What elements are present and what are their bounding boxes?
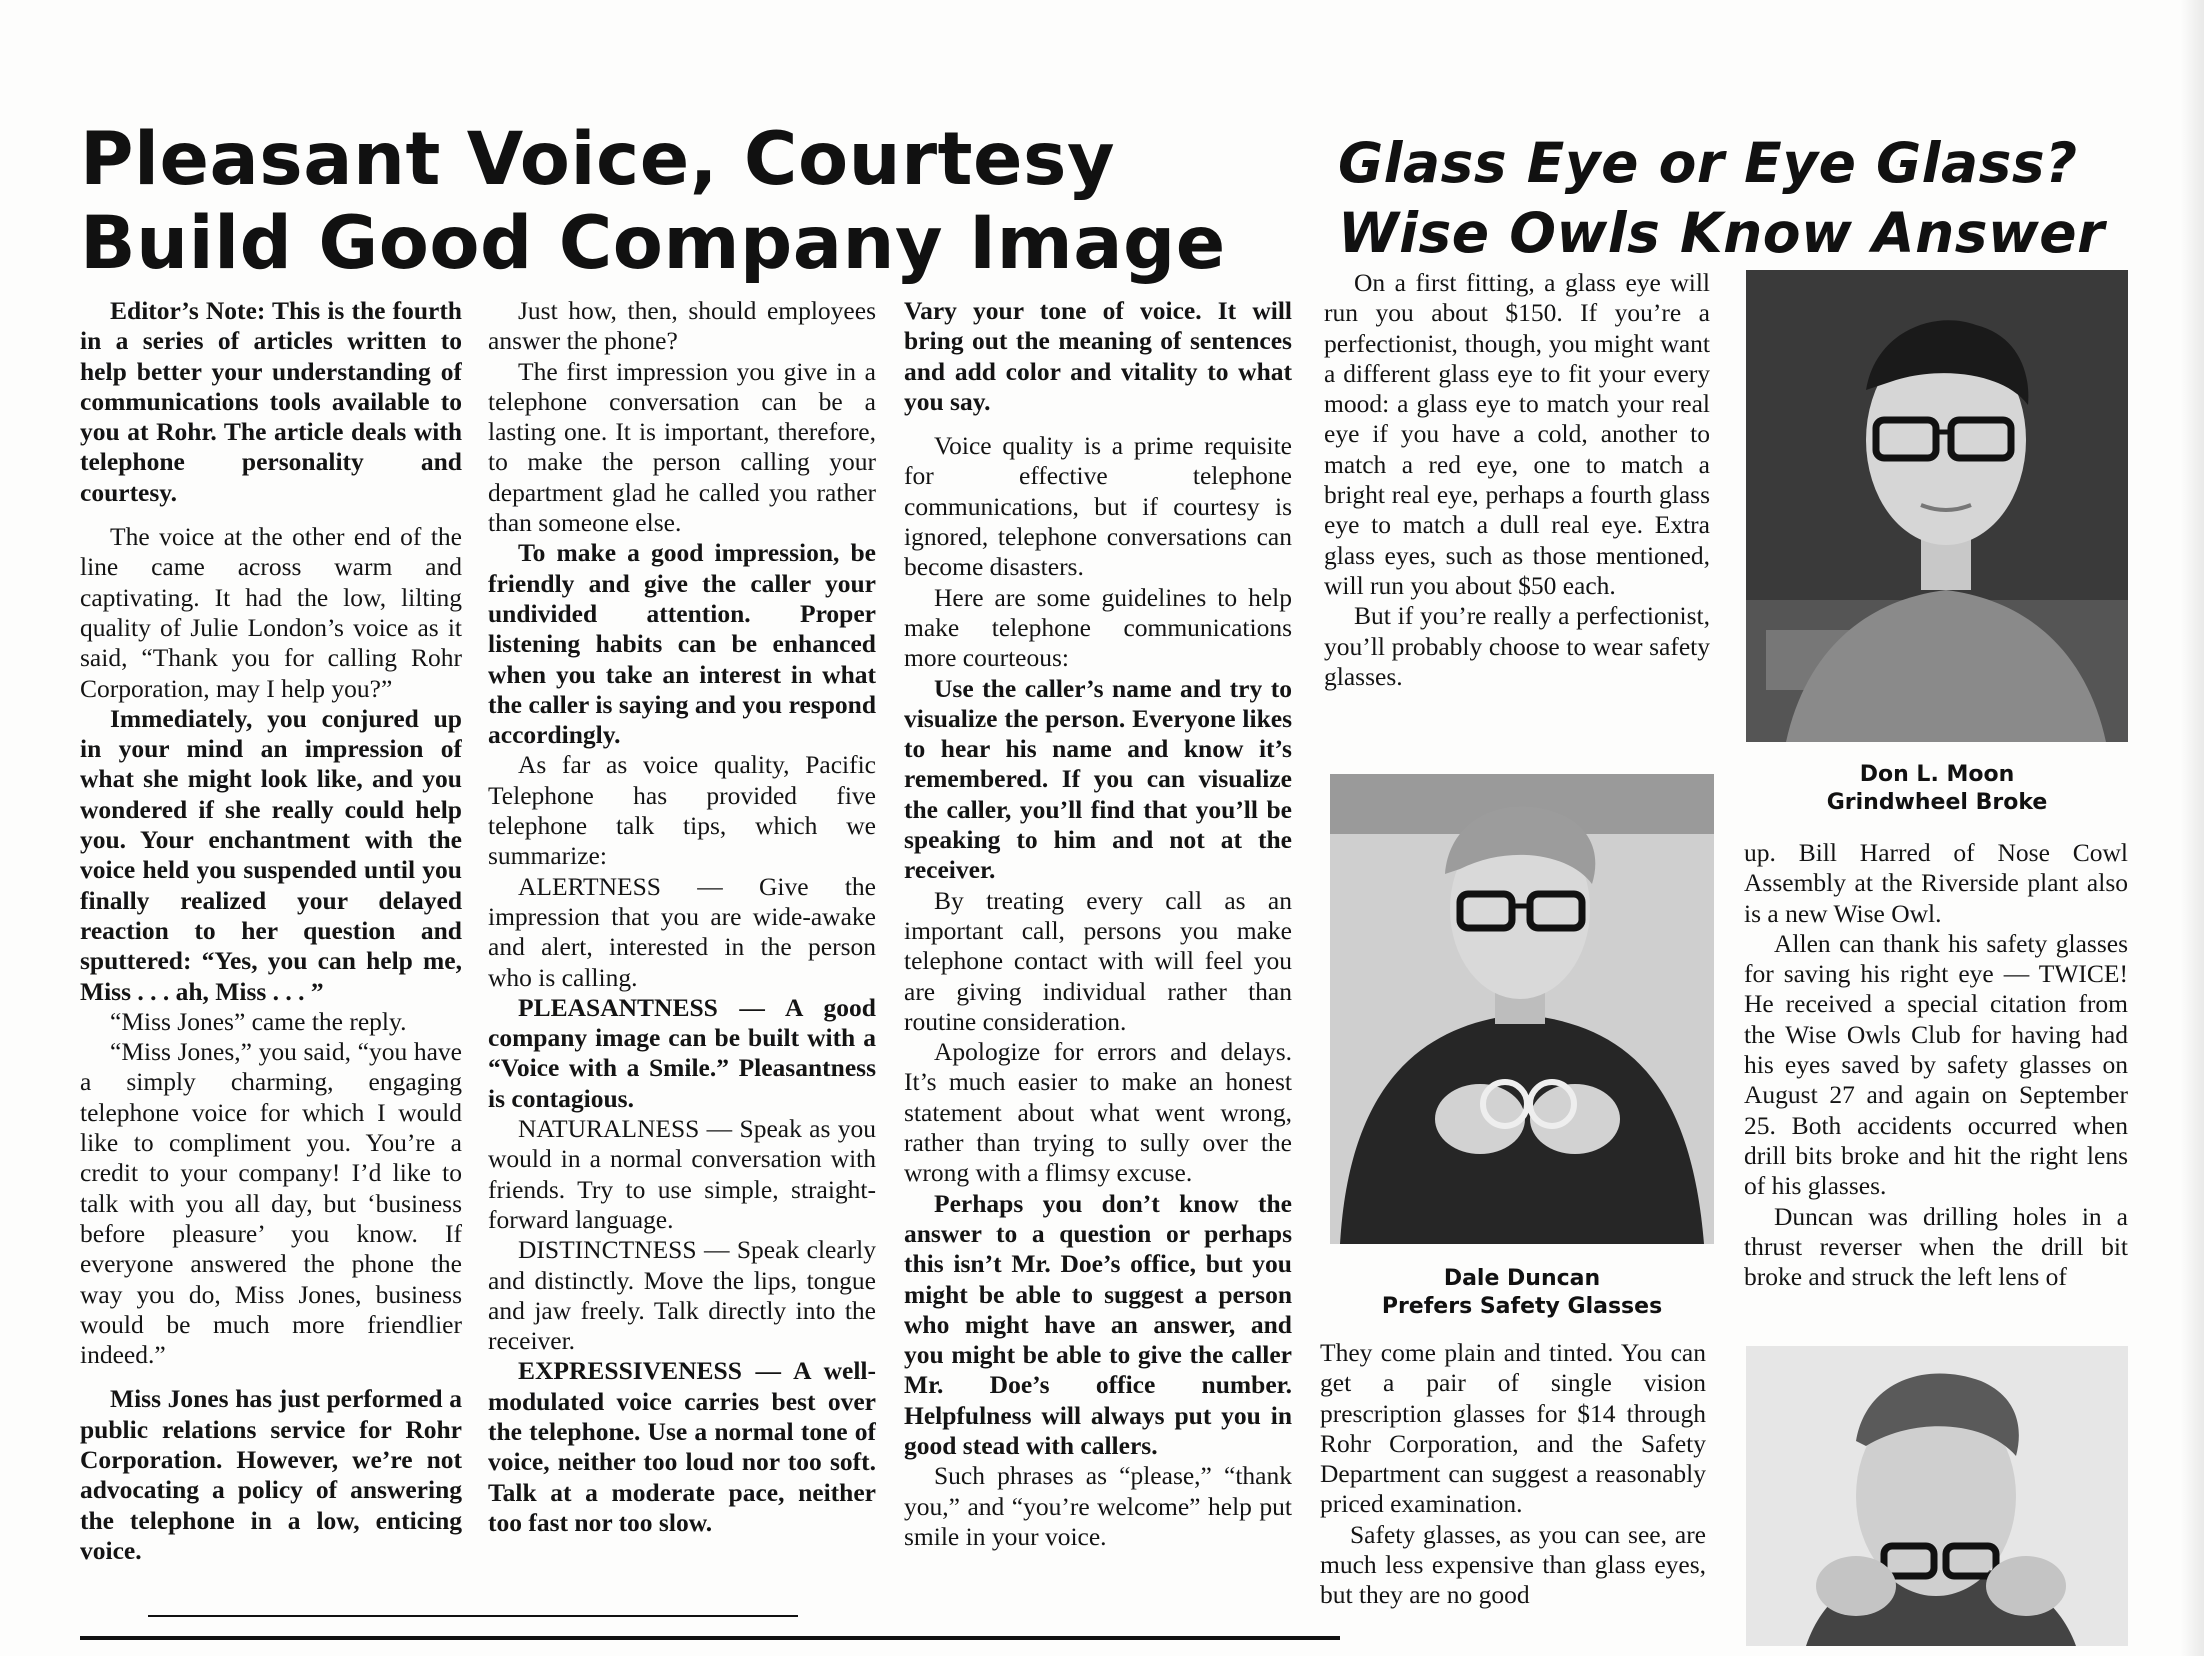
paragraph: Here are some guidelines to help make telephone communications more courteous: — [904, 582, 1292, 673]
left-headline-line-2: Build Good Company Image — [80, 201, 1226, 286]
caption-duncan-subtitle: Prefers Safety Glasses — [1381, 1294, 1663, 1319]
paragraph: By treating every call as an important call, persons you make telephone contact with will feel you are giving individual rather than routine consideration. — [904, 885, 1292, 1036]
paragraph: But if you’re really a perfectionist, you’ll probably choose to wear safety glasses. — [1324, 601, 1710, 691]
bottom-rule — [80, 1636, 1340, 1640]
paragraph: Immediately, you conjured up in your mind an impression of what she might look like, and you wondered if she really could help you. Your enchantment with the voice held you suspended until you finally realized your delayed reaction to her question and sputtered: “Yes, you can help me, Miss . . . ah, Miss . . . ” — [80, 703, 462, 1006]
photo-don-moon — [1746, 270, 2128, 742]
paragraph: Allen can thank his safety glasses for saving his right eye — TWICE! He received a special citation from the Wise Owls Club for having had his eyes saved by safety glasses on August 27 and again on September 25. Both accidents occurred when drill bits broke and hit the right lens of his glasses. — [1744, 928, 2128, 1201]
paragraph: Use the caller’s name and try to visualize the person. Everyone likes to hear his name and know it’s remembered. If you can visualize the caller, you’ll find that you’ll be speaking to him and not at the receiver. — [904, 673, 1292, 885]
paragraph: up. Bill Harred of Nose Cowl Assembly at the Riverside plant also is a new Wise Owl. — [1744, 838, 2128, 928]
right-article-column-2 — [1744, 838, 2128, 1328]
right-article-continued — [1320, 1338, 1706, 1638]
paragraph: Such phrases as “please,” “thank you,” and “you’re welcome” help put smile in your voice. — [904, 1461, 1292, 1551]
caption-moon-subtitle: Grindwheel Broke — [1826, 790, 2048, 815]
signature-rule — [148, 1615, 798, 1617]
paragraph: Apologize for errors and delays. It’s much easier to make an honest statement about what went wrong, rather than trying to sully over the wrong with a flimsy excuse. — [904, 1037, 1292, 1188]
right-article-intro — [1324, 268, 1710, 758]
paragraph: Safety glasses, as you can see, are much less expensive than glass eyes, but they are no good — [1320, 1519, 1706, 1610]
article-column-1 — [80, 296, 462, 1616]
article-column-2 — [488, 296, 876, 1616]
paragraph: To make a good impression, be friendly and give the caller your undivided attention. Proper listening habits can be enhanced when you take an interest in what the caller is saying and you respond accordingly. — [488, 538, 876, 750]
paragraph: PLEASANTNESS — A good company image can be built with a “Voice with a Smile.” Pleasantness is contagious. — [488, 992, 876, 1113]
paragraph: The voice at the other end of the line came across warm and captivating. It had the low, lilting quality of Julie London’s voice as it said, “Thank you for calling Rohr Corporation, may I help you?” — [80, 522, 462, 703]
photo-man-with-glasses — [1746, 1346, 2128, 1646]
left-headline — [80, 118, 1226, 286]
paragraph: NATURALNESS — Speak as you would in a normal conversation with friends. Try to use simple, straight-forward language. — [488, 1114, 876, 1234]
paragraph: DISTINCTNESS — Speak clearly and distinctly. Move the lips, tongue and jaw freely. Talk directly into the receiver. — [488, 1235, 876, 1356]
paragraph: Voice quality is a prime requisite for effective telephone communications, but if courtesy is ignored, telephone conversations can become disasters. — [904, 431, 1292, 582]
right-headline — [1338, 128, 2105, 268]
caption-don-moon — [1746, 761, 2128, 817]
caption-moon-name: Don L. Moon — [1859, 762, 2015, 787]
paragraph: On a first fitting, a glass eye will run you about $150. If you’re a perfectionist, though, you might want a different glass eye to fit your every mood: a glass eye to match your real eye if you have a cold, another to match a red eye, one to match a bright real eye, perhaps a fourth glass eye to match a dull real eye. Extra glass eyes, such as those mentioned, will run you about $50 each. — [1324, 268, 1710, 600]
paragraph: ALERTNESS — Give the impression that you are wide-awake and alert, interested in the person who is calling. — [488, 871, 876, 992]
caption-duncan-name: Dale Duncan — [1443, 1266, 1601, 1291]
left-headline-line-1: Pleasant Voice, Courtesy — [80, 117, 1116, 202]
paragraph: Perhaps you don’t know the answer to a question or perhaps this isn’t Mr. Doe’s office, but you might be able to suggest a person who might have an answer, and you might be able to give the caller Mr. Doe’s office number. Helpfulness will always put you in good stead with callers. — [904, 1188, 1292, 1460]
paragraph: Duncan was drilling holes in a thrust reverser when the drill bit broke and struck the left lens of — [1744, 1201, 2128, 1292]
paragraph: As far as voice quality, Pacific Telephone has provided five telephone talk tips, which we summarize: — [488, 750, 876, 871]
right-headline-line-1: Glass Eye or Eye Glass? — [1338, 131, 2078, 195]
photo-dale-duncan — [1330, 774, 1714, 1244]
paragraph: Just how, then, should employees answer the phone? — [488, 296, 876, 356]
paragraph: They come plain and tinted. You can get a pair of single vision prescription glasses for $14 through Rohr Corporation, and the Safety Department can suggest a reasonably priced examination. — [1320, 1338, 1706, 1519]
paragraph: Editor’s Note: This is the fourth in a series of articles written to help better your understanding of communications tools available to you at Rohr. The article deals with telephone personality and courtesy. — [80, 296, 462, 507]
caption-dale-duncan — [1330, 1265, 1714, 1321]
page-edge-shadow — [2180, 0, 2204, 1656]
article-column-3 — [904, 296, 1292, 1646]
paragraph: Vary your tone of voice. It will bring out the meaning of sentences and add color and vitality to what you say. — [904, 296, 1292, 416]
paragraph: EXPRESSIVENESS — A well-modulated voice carries best over the telephone. Use a normal tone of voice, neither too loud nor too soft. Talk at a moderate pace, neither too fast nor too slow. — [488, 1356, 876, 1537]
paragraph: “Miss Jones,” you said, “you have a simply charming, engaging telephone voice for which I would like to compliment you. You’re a credit to your company! I’d like to talk with you all day, but ‘business before pleasure’ you know. If everyone answered the phone the way you do, Miss Jones, business would be much more friendlier indeed.” — [80, 1037, 462, 1370]
paragraph: “Miss Jones” came the reply. — [110, 1006, 407, 1036]
right-headline-line-2: Wise Owls Know Answer — [1338, 201, 2105, 265]
paragraph: Miss Jones has just performed a public relations service for Rohr Corporation. However, we’re not advocating a policy of answering the telephone in a low, enticing voice. — [80, 1384, 462, 1565]
paragraph: The first impression you give in a telephone conversation can be a lasting one. It is important, therefore, to make the person calling your department glad he called you rather than someone else. — [488, 356, 876, 538]
